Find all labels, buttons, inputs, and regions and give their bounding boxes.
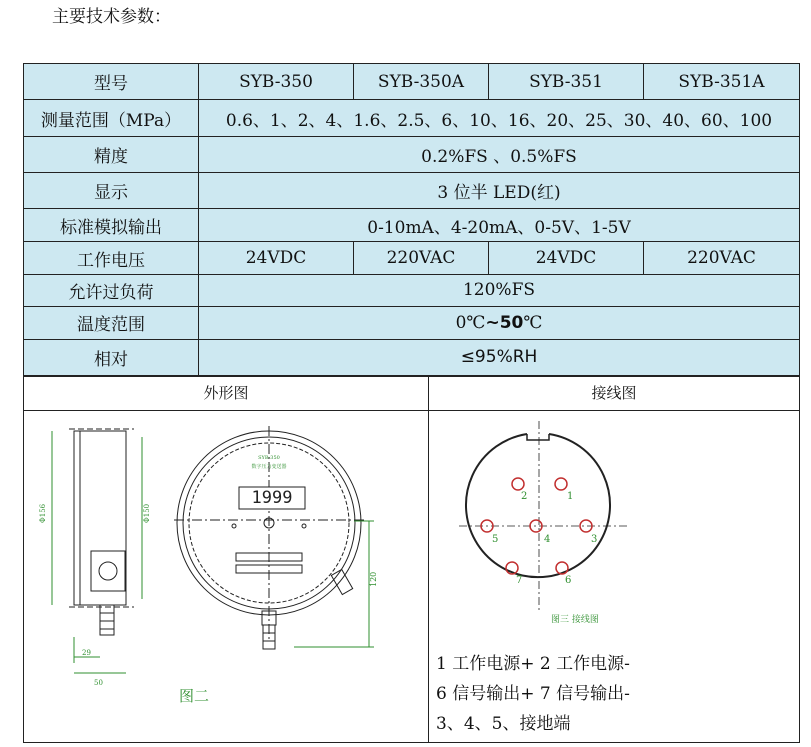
pin-label-4: 4 xyxy=(544,534,551,545)
temperature-min: 0℃ xyxy=(455,312,486,333)
dim-outer-diameter: Φ156 xyxy=(39,503,47,523)
table-row xyxy=(24,339,800,375)
wiring-legend xyxy=(436,649,630,739)
section-heading: 主要技术参数： xyxy=(52,7,171,27)
model-cell: SYB-350A xyxy=(354,64,489,100)
connector-shell xyxy=(466,434,610,577)
face-subtitle: 数字压力变送器 xyxy=(251,464,287,470)
voltage-label: 工作电压 xyxy=(24,242,199,275)
table-row xyxy=(24,100,800,137)
outline-panel xyxy=(23,376,429,743)
overload-value: 120%FS xyxy=(199,275,800,307)
model-cell: SYB-350 xyxy=(199,64,354,100)
side-connector xyxy=(91,551,125,591)
voltage-cell: 220VAC xyxy=(354,242,489,275)
output-label: 标准模拟输出 xyxy=(24,209,199,242)
pin-label-2: 2 xyxy=(521,491,528,502)
wiring-title: 接线图 xyxy=(429,377,799,411)
humidity-label: 相对 xyxy=(24,339,199,375)
temperature-unit: ℃ xyxy=(523,312,543,333)
pin-label-5: 5 xyxy=(492,534,499,545)
accuracy-value: 0.2%FS 、0.5%FS xyxy=(199,137,800,173)
display-label: 显示 xyxy=(24,173,199,209)
humidity-value: ≤95%RH xyxy=(199,339,800,375)
pin-label-3: 3 xyxy=(591,534,598,545)
model-label: 型号 xyxy=(24,64,199,100)
table-row xyxy=(24,173,800,209)
figure-two-caption: 图二 xyxy=(179,687,210,705)
pin-1 xyxy=(555,478,567,490)
pin-label-7: 7 xyxy=(516,575,523,586)
table-row xyxy=(24,209,800,242)
range-label: 测量范围（MPa） xyxy=(24,100,199,137)
legend-line: 1 工作电源+ 2 工作电源- xyxy=(436,654,630,674)
voltage-cell: 24VDC xyxy=(489,242,644,275)
parameters-table xyxy=(23,63,800,376)
table-row xyxy=(24,64,800,100)
table-row xyxy=(24,275,800,307)
figure-three-caption: 图三 接线图 xyxy=(551,615,599,625)
temperature-label: 温度范围 xyxy=(24,306,199,339)
outline-drawing xyxy=(24,411,428,742)
legend-line: 6 信号输出+ 7 信号输出- xyxy=(436,684,630,704)
range-value: 0.6、1、2、4、1.6、2.5、6、10、16、20、25、30、40、60、100 xyxy=(199,100,800,137)
temperature-value xyxy=(199,306,800,339)
overload-label: 允许过负荷 xyxy=(24,275,199,307)
pin-label-1: 1 xyxy=(567,491,574,502)
table-row xyxy=(24,306,800,339)
wiring-drawing xyxy=(429,411,799,631)
voltage-cell: 24VDC xyxy=(199,242,354,275)
table-row xyxy=(24,242,800,275)
side-body xyxy=(74,431,126,605)
pin-label-6: 6 xyxy=(565,575,572,586)
pin-2 xyxy=(512,478,524,490)
dim-inner-diameter: Φ150 xyxy=(143,503,151,523)
display-value: 3 位半 LED(红) xyxy=(199,173,800,209)
output-value: 0-10mA、4-20mA、0-5V、1-5V xyxy=(199,209,800,242)
wiring-panel xyxy=(429,376,800,743)
model-cell: SYB-351 xyxy=(489,64,644,100)
accuracy-label: 精度 xyxy=(24,137,199,173)
model-cell: SYB-351A xyxy=(644,64,800,100)
dim-height: 120 xyxy=(369,571,378,587)
legend-line: 3、4、5、接地端 xyxy=(436,714,571,734)
outline-title: 外形图 xyxy=(24,377,428,411)
table-row xyxy=(24,137,800,173)
face-model: SYB-350 xyxy=(258,455,280,461)
voltage-cell: 220VAC xyxy=(644,242,800,275)
dim-29: 29 xyxy=(82,649,91,657)
temperature-max: ~50 xyxy=(485,312,524,333)
dim-50: 50 xyxy=(94,679,103,687)
lcd-digits: 1999 xyxy=(251,488,293,508)
side-thread xyxy=(100,605,114,635)
